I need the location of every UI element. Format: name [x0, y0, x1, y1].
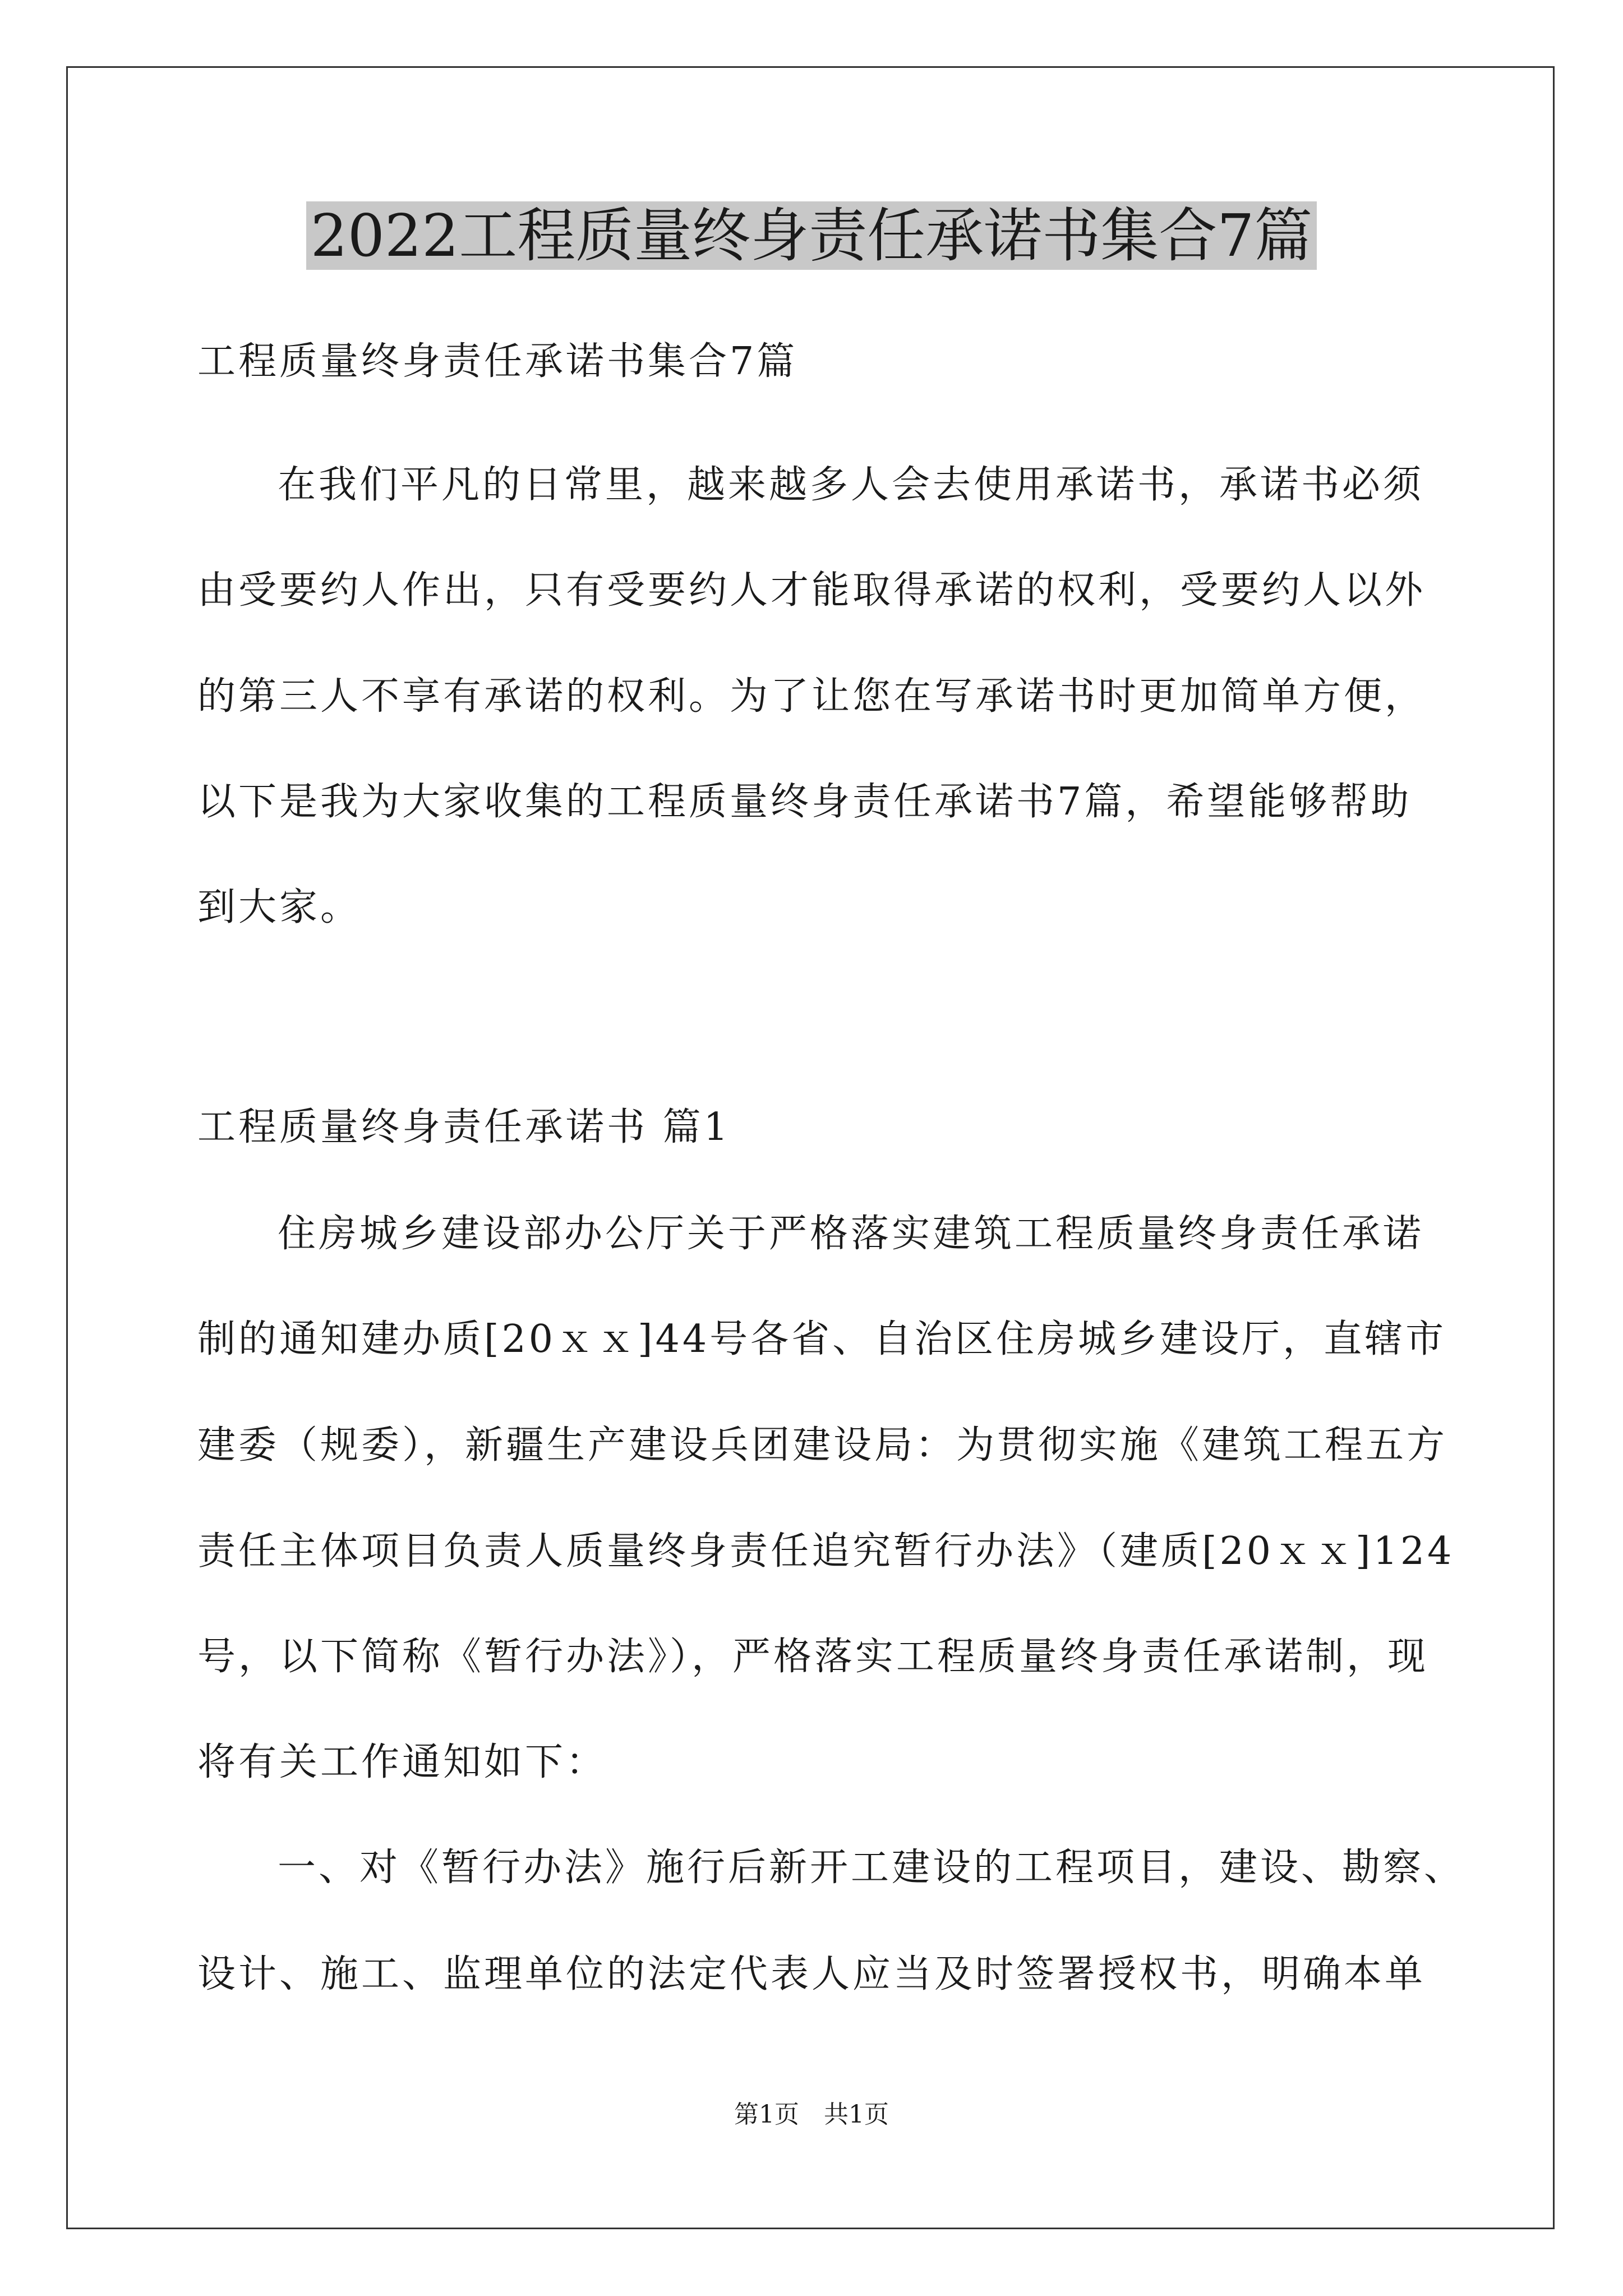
document-subtitle: 工程质量终身责任承诺书集合7篇 [197, 339, 798, 384]
document-title-text: 2022工程质量终身责任承诺书集合7篇 [306, 201, 1317, 270]
intro-line: 的第三人不享有承诺的权利。为了让您在写承诺书时更加简单方便， [197, 674, 1426, 719]
section-line: 一、对《暂行办法》施行后新开工建设的工程项目，建设、勘察、 [278, 1846, 1465, 1890]
document-title [0, 194, 1623, 278]
intro-line: 在我们平凡的日常里，越来越多人会去使用承诺书，承诺书必须 [278, 463, 1424, 507]
section-line: 责任主体项目负责人质量终身责任追究暂行办法》（建质[20ｘｘ]124 [197, 1529, 1455, 1573]
section-line: 住房城乡建设部办公厅关于严格落实建筑工程质量终身责任承诺 [278, 1212, 1424, 1256]
section-line: 设计、施工、监理单位的法定代表人应当及时签署授权书，明确本单 [197, 1952, 1426, 1996]
intro-line: 以下是我为大家收集的工程质量终身责任承诺书7篇，希望能够帮助 [197, 780, 1412, 824]
section-heading: 工程质量终身责任承诺书 篇1 [197, 1105, 731, 1149]
section-line: 制的通知建办质[20ｘｘ]44号各省、自治区住房城乡建设厅，直辖市 [197, 1317, 1447, 1361]
section-line: 将有关工作通知如下： [197, 1740, 607, 1784]
intro-line: 由受要约人作出，只有受要约人才能取得承诺的权利，受要约人以外 [197, 568, 1426, 613]
section-line: 建委（规委），新疆生产建设兵团建设局：为贯彻实施《建筑工程五方 [197, 1423, 1448, 1467]
section-line: 号，以下简称《暂行办法》），严格落实工程质量终身责任承诺制，现 [197, 1635, 1429, 1679]
intro-line: 到大家。 [197, 885, 362, 930]
page-footer: 第1页 共1页 [734, 2100, 889, 2129]
